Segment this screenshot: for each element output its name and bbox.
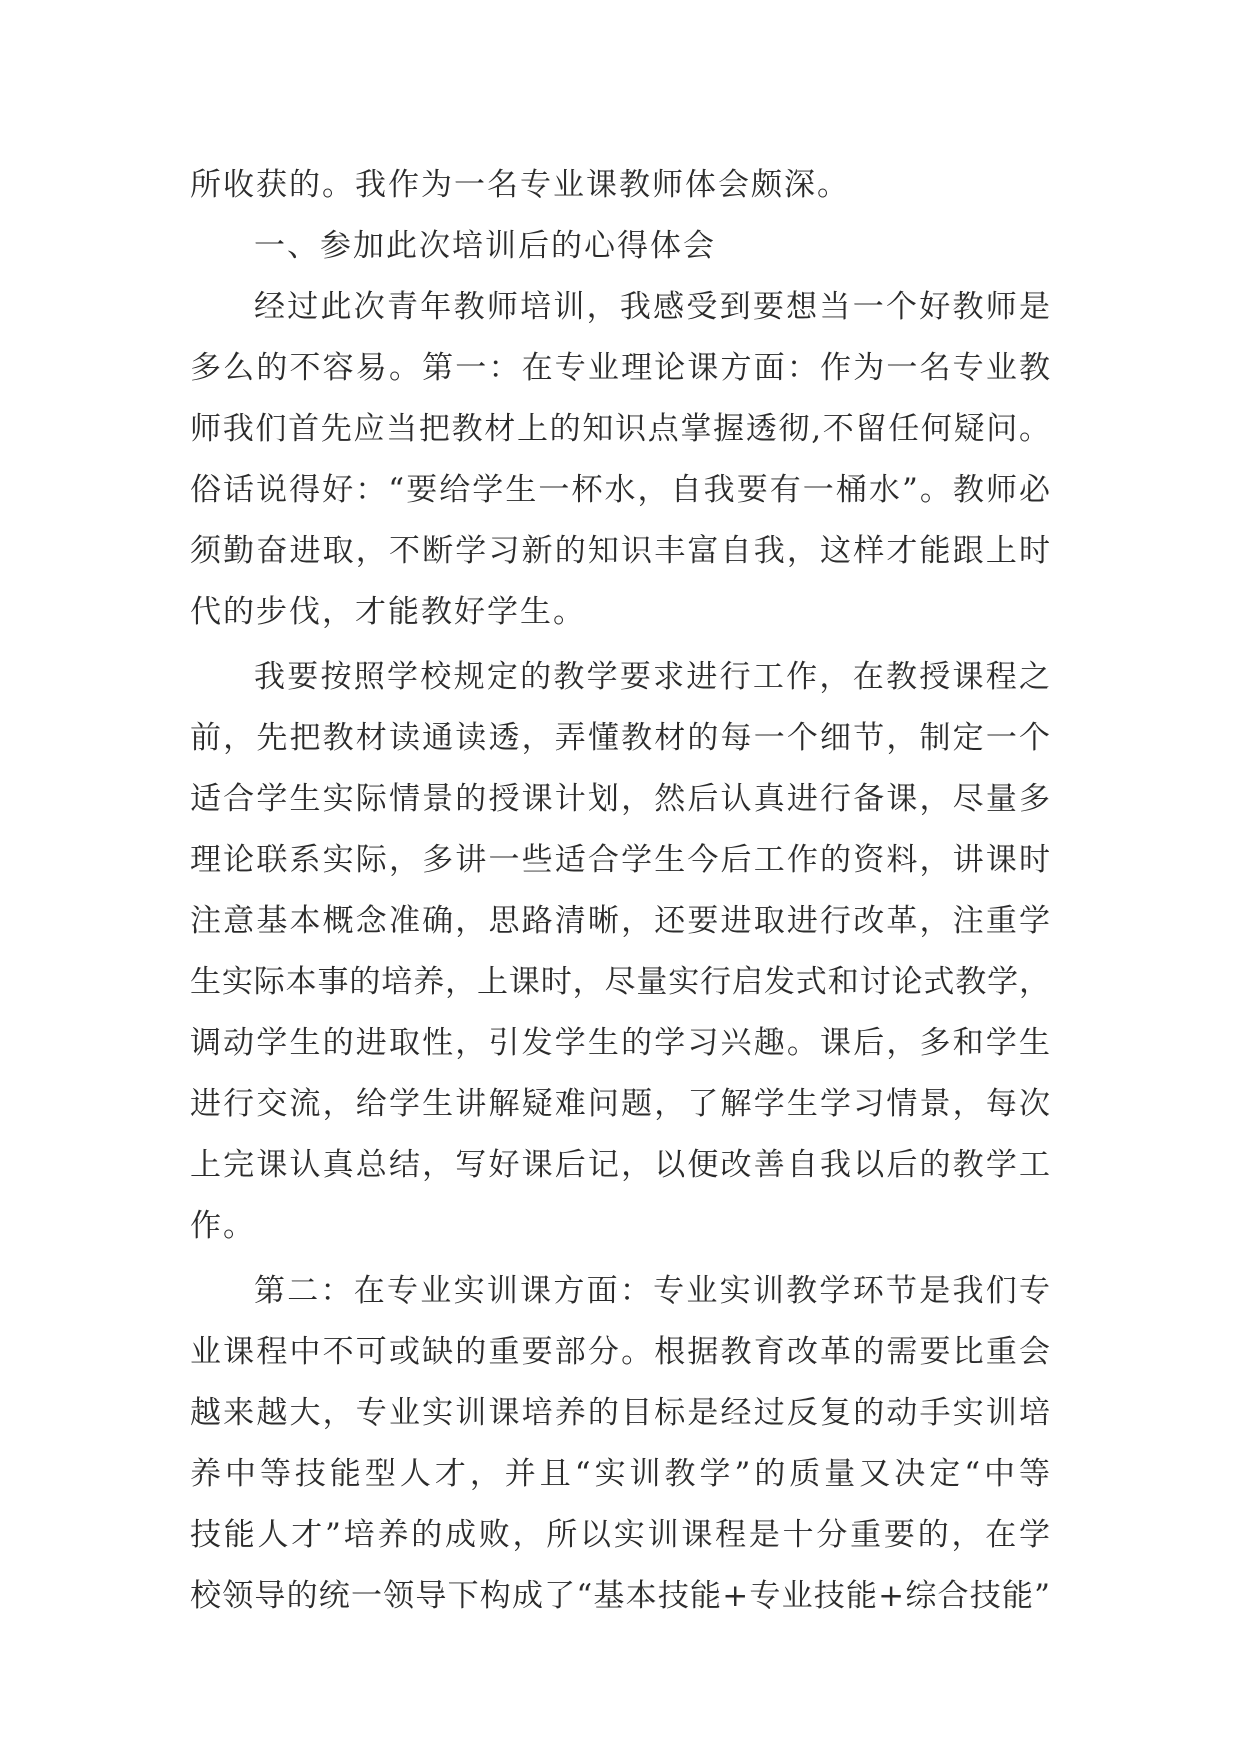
document-body: [190, 155, 1050, 1627]
text-line: 生实际本事的培养，上课时，尽量实行启发式和讨论式教学，: [190, 964, 1050, 1000]
text-line: 业课程中不可或缺的重要部分。根据教育改革的需要比重会: [190, 1334, 1050, 1370]
text-line: 前，先把教材读通读透，弄懂教材的每一个细节，制定一个: [190, 720, 1050, 756]
text-line: 注意基本概念准确，思路清晰，还要进取进行改革，注重学: [190, 903, 1050, 939]
text-line: 养中等技能型人才，并且“实训教学”的质量又决定“中等: [190, 1456, 1050, 1492]
text-line: 技能人才”培养的成败，所以实训课程是十分重要的，在学: [190, 1517, 1050, 1553]
text-line: 调动学生的进取性，引发学生的学习兴趣。课后，多和学生: [190, 1025, 1050, 1061]
text-line: 理论联系实际，多讲一些适合学生今后工作的资料，讲课时: [190, 842, 1050, 878]
text-line: 上完课认真总结，写好课后记，以便改善自我以后的教学工: [190, 1147, 1050, 1183]
text-line: 适合学生实际情景的授课计划，然后认真进行备课，尽量多: [190, 781, 1050, 817]
text-line: 须勤奋进取，不断学习新的知识丰富自我，这样才能跟上时: [190, 533, 1050, 569]
text-line: 多么的不容易。第一：在专业理论课方面：作为一名专业教: [190, 350, 1050, 386]
text-line: 第二：在专业实训课方面：专业实训教学环节是我们专: [254, 1273, 1050, 1309]
text-line: 所收获的。我作为一名专业课教师体会颇深。: [190, 167, 850, 203]
text-line: 经过此次青年教师培训，我感受到要想当一个好教师是: [254, 289, 1050, 325]
text-line: 我要按照学校规定的教学要求进行工作，在教授课程之: [254, 659, 1050, 695]
text-line: 作。: [190, 1208, 256, 1244]
text-line: 越来越大，专业实训课培养的目标是经过反复的动手实训培: [190, 1395, 1050, 1431]
text-line: 校领导的统一领导下构成了“基本技能+专业技能+综合技能”: [190, 1578, 1050, 1614]
section-heading: 一、参加此次培训后的心得体会: [254, 228, 716, 264]
text-line: 代的步伐，才能教好学生。: [190, 594, 586, 630]
text-line: 师我们首先应当把教材上的知识点掌握透彻,不留任何疑问。: [190, 411, 1050, 447]
text-line: 进行交流，给学生讲解疑难问题，了解学生学习情景，每次: [190, 1086, 1050, 1122]
text-line: 俗话说得好：“要给学生一杯水，自我要有一桶水”。教师必: [190, 472, 1050, 508]
